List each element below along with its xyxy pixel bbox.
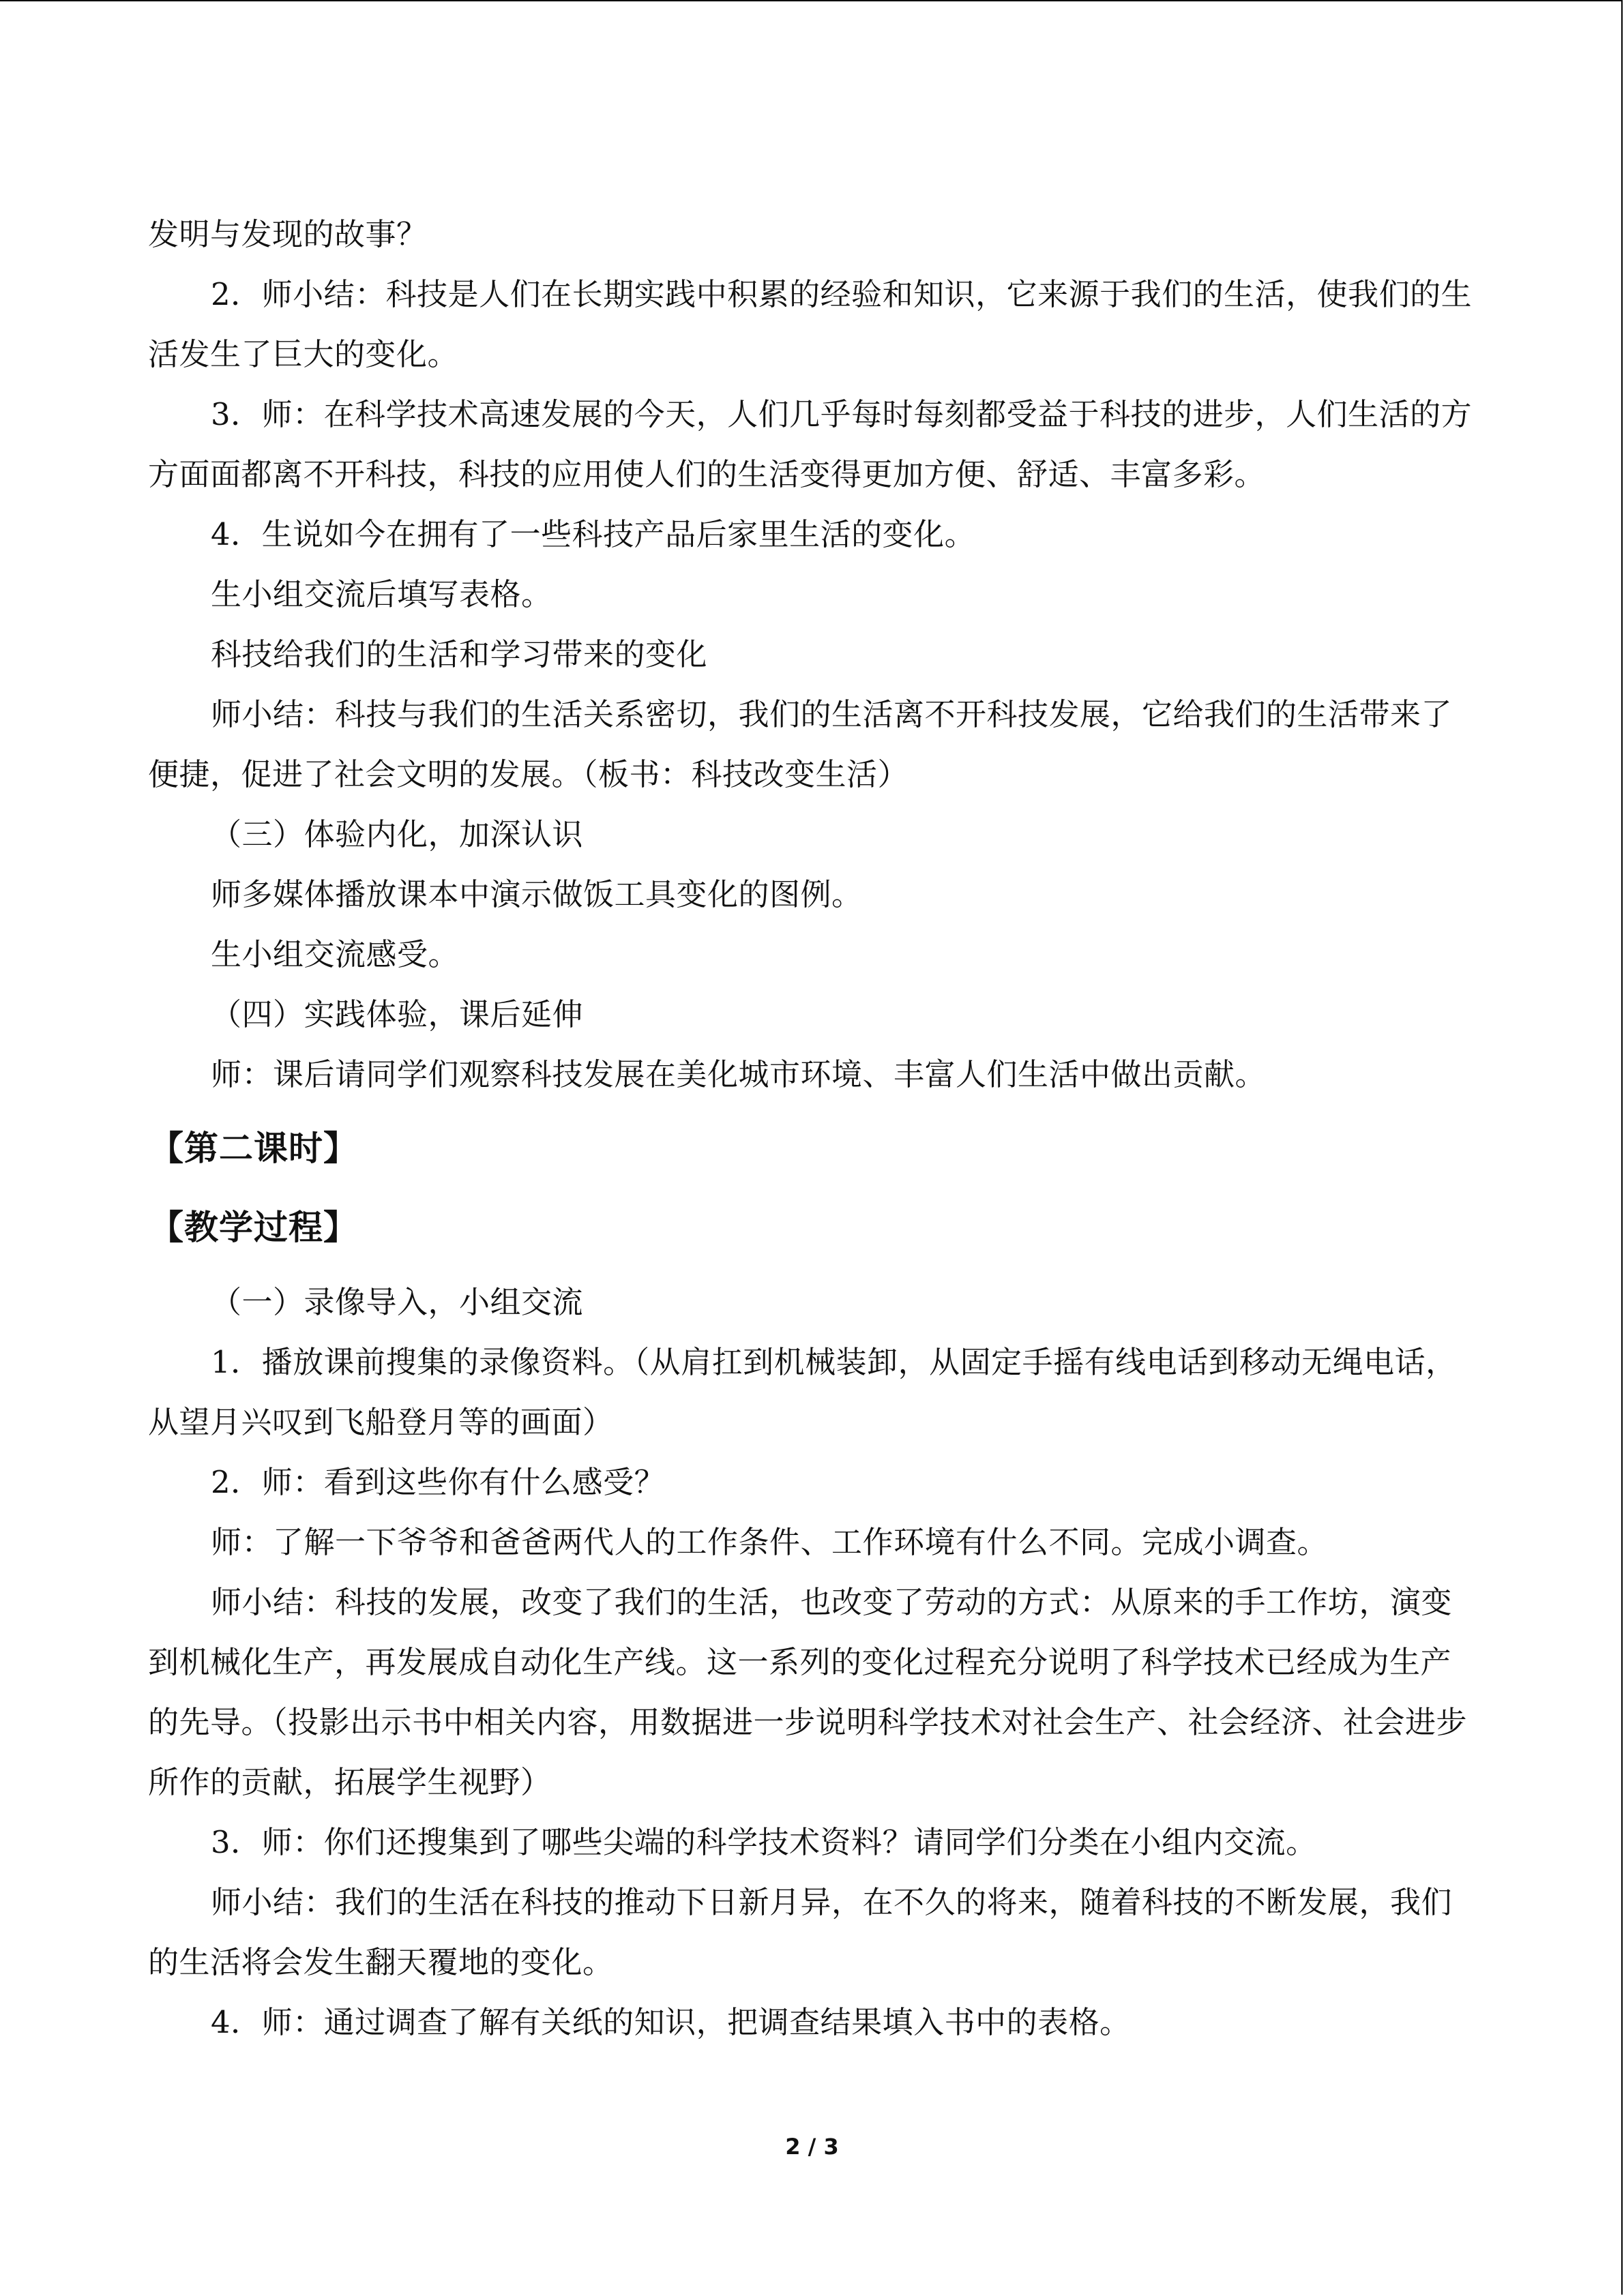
paragraph-continuation: 发明与发现的故事？ xyxy=(148,216,428,252)
paragraph-student-4: 4．生说如今在拥有了一些科技产品后家里生活的变化。 xyxy=(211,516,976,552)
heading-spacer xyxy=(148,1267,1473,1272)
paragraph-group-table: 生小组交流后填写表格。 xyxy=(211,576,552,612)
paragraph-teacher-summary-1: 2．师小结：科技是人们在长期实践中积累的经验和知识，它来源于我们的生活，使我们的生活发生了巨大的变化。 xyxy=(148,276,1473,372)
paragraph-video: 1．播放课前搜集的录像资料。（从肩扛到机械装卸，从固定手摇有线电话到移动无绳电话，从望月兴叹到飞船登月等的画面） xyxy=(148,1344,1457,1440)
paragraph-teacher-3: 3．师：在科学技术高速发展的今天，人们几乎每时每刻都受益于科技的进步，人们生活的方方面面都离不开科技，科技的应用使人们的生活变得更加方便、舒适、丰富多彩。 xyxy=(148,396,1473,492)
paragraph-advanced-tech: 3．师：你们还搜集到了哪些尖端的科学技术资料？请同学们分类在小组内交流。 xyxy=(211,1824,1317,1860)
paragraph-teacher-summary-3: 师小结：科技的发展，改变了我们的生活，也改变了劳动的方式：从原来的手工作坊，演变到机械化生产，再发展成自动化生产线。这一系列的变化过程充分说明了科学技术已经成为生产的先导。（投影出示书中相关内容，用数据进一步说明科学技术对社会生产、社会经济、社会进步所作的贡献，拓展学生视野） xyxy=(148,1584,1468,1800)
paragraph-teacher-summary-4: 师小结：我们的生活在科技的推动下日新月异，在不久的将来，随着科技的不断发展，我们的生活将会发生翻天覆地的变化。 xyxy=(148,1884,1453,1980)
section-one-title: （一）录像导入，小组交流 xyxy=(211,1284,584,1320)
paragraph-paper-survey: 4．师：通过调查了解有关纸的知识，把调查结果填入书中的表格。 xyxy=(211,2004,1131,2040)
paragraph-table-title: 科技给我们的生活和学习带来的变化 xyxy=(211,636,708,672)
paragraph-teacher-question: 2．师：看到这些你有什么感受？ xyxy=(211,1464,666,1500)
section-three-title: （三）体验内化，加深认识 xyxy=(211,816,584,852)
document-body xyxy=(148,205,1473,2053)
heading-teaching-process: 【教学过程】 xyxy=(149,1208,358,1247)
heading-second-lesson: 【第二课时】 xyxy=(149,1129,358,1168)
paragraph-homework: 师：课后请同学们观察科技发展在美化城市环境、丰富人们生活中做出贡献。 xyxy=(211,1056,1267,1092)
paragraph-group-feelings: 生小组交流感受。 xyxy=(211,936,460,972)
paragraph-media: 师多媒体播放课本中演示做饭工具变化的图例。 xyxy=(211,876,863,912)
page-number: 2 / 3 xyxy=(785,2134,839,2160)
section-four-title: （四）实践体验，课后延伸 xyxy=(211,996,584,1032)
paragraph-teacher-summary-2: 师小结：科技与我们的生活关系密切，我们的生活离不开科技发展，它给我们的生活带来了便捷，促进了社会文明的发展。（板书：科技改变生活） xyxy=(148,696,1453,792)
paragraph-survey: 师：了解一下爷爷和爸爸两代人的工作条件、工作环境有什么不同。完成小调查。 xyxy=(211,1524,1329,1560)
